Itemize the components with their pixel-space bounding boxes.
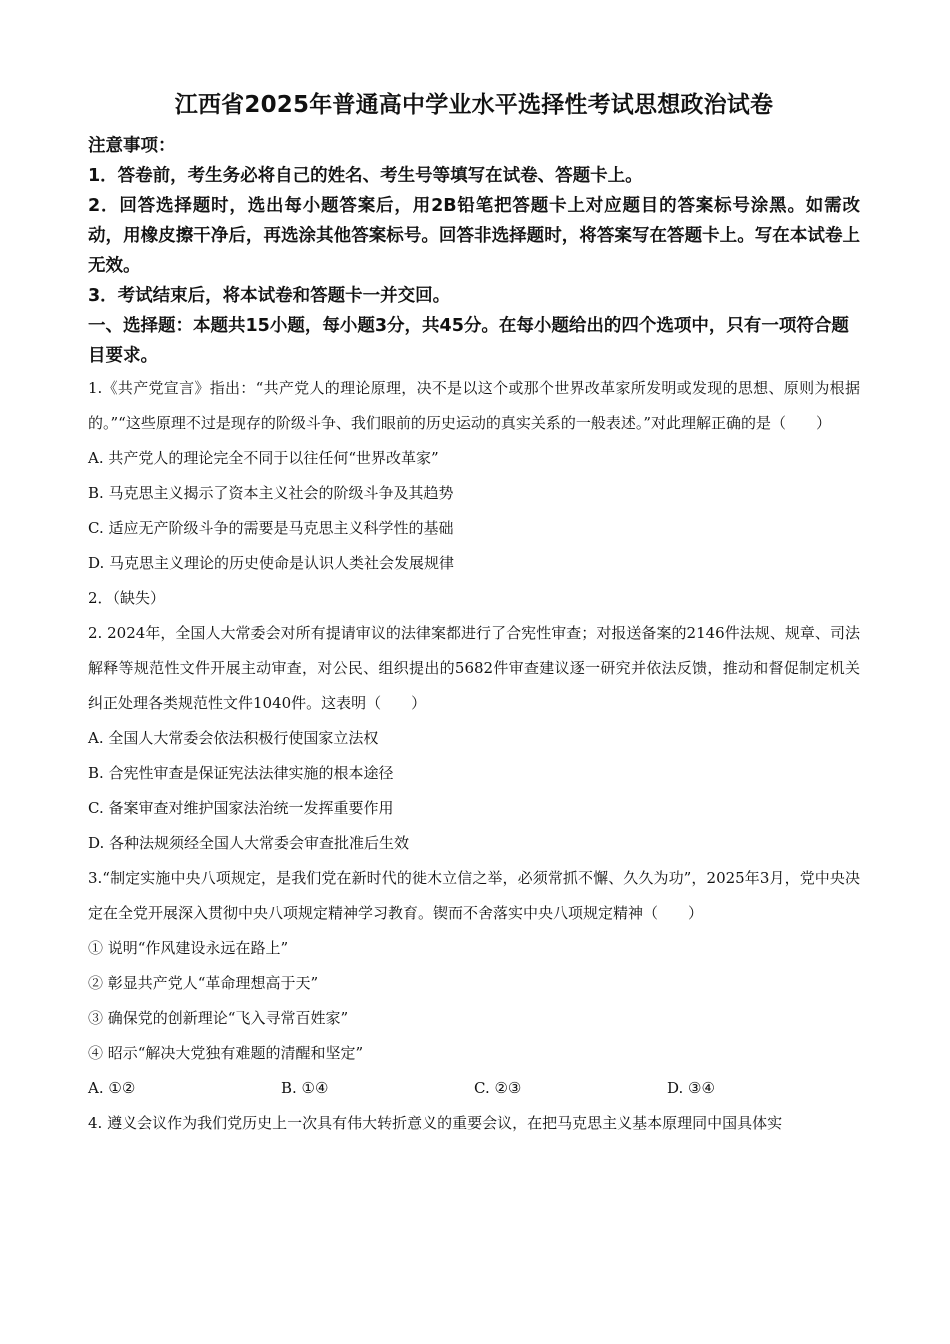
option: C. 适应无产阶级斗争的需要是马克思主义科学性的基础 — [88, 519, 454, 537]
statement: ① 说明“作风建设永远在路上” — [88, 939, 289, 957]
statement: ② 彰显共产党人“革命理想高于天” — [88, 974, 319, 992]
statement: ④ 昭示“解决大党独有难题的清醒和坚定” — [88, 1044, 364, 1062]
notice-heading: 注意事项： — [88, 136, 176, 156]
option: A. 全国人大常委会依法积极行使国家立法权 — [88, 729, 379, 747]
choice: A. ①② — [88, 1079, 136, 1097]
option: A. 共产党人的理论完全不同于以往任何“世界改革家” — [88, 449, 439, 467]
option: D. 各种法规须经全国人大常委会审查批准后生效 — [88, 834, 410, 852]
notice-item: 3．考试结束后，将本试卷和答题卡一并交回。 — [88, 286, 451, 306]
question-stem: 2. 2024年，全国人大常委会对所有提请审议的法律案都进行了合宪性审查；对报送备案的2146件法规、规章、司法解释等规范性文件开展主动审查，对公民、组织提出的5682件审查建议逐一研究并依法反馈，推动和督促制定机关纠正处理各类规范性文件1040件。这表明（ ） — [88, 624, 860, 712]
question-stem: 2．（缺失） — [88, 589, 166, 607]
question-stem: 1.《共产党宣言》指出：“共产党人的理论原理，决不是以这个或那个世界改革家所发明或发现的思想、原则为根据的。”“这些原理不过是现存的阶级斗争、我们眼前的历史运动的真实关系的一般表述。”对此理解正确的是（ ） — [88, 379, 860, 432]
notice-item: 1．答卷前，考生务必将自己的姓名、考生号等填写在试卷、答题卡上。 — [88, 166, 643, 186]
choice-row — [88, 1071, 860, 1106]
section-heading: 一、选择题：本题共15小题，每小题3分，共45分。在每小题给出的四个选项中，只有一项符合题目要求。 — [88, 316, 849, 366]
option: B. 马克思主义揭示了资本主义社会的阶级斗争及其趋势 — [88, 484, 454, 502]
option: C. 备案审查对维护国家法治统一发挥重要作用 — [88, 799, 394, 817]
notice-item: 2．回答选择题时，选出每小题答案后，用2B铅笔把答题卡上对应题目的答案标号涂黑。如需改动，用橡皮擦干净后，再选涂其他答案标号。回答非选择题时，将答案写在答题卡上。写在本试卷上无效。 — [88, 196, 860, 276]
choice: B. ①④ — [281, 1079, 329, 1097]
page-title: 江西省2025年普通高中学业水平选择性考试思想政治试卷 — [174, 92, 774, 118]
option: D. 马克思主义理论的历史使命是认识人类社会发展规律 — [88, 554, 455, 572]
question-stem: 4. 遵义会议作为我们党历史上一次具有伟大转折意义的重要会议，在把马克思主义基本原理同中国具体实 — [88, 1114, 783, 1132]
question-stem: 3.“制定实施中央八项规定，是我们党在新时代的徙木立信之举，必须常抓不懈、久久为功”，2025年3月，党中央决定在全党开展深入贯彻中央八项规定精神学习教育。锲而不舍落实中央八项规定精神（ ） — [88, 869, 860, 922]
statement: ③ 确保党的创新理论“飞入寻常百姓家” — [88, 1009, 349, 1027]
choice: C. ②③ — [474, 1079, 522, 1097]
exam-page — [88, 86, 860, 1141]
option: B. 合宪性审查是保证宪法法律实施的根本途径 — [88, 764, 394, 782]
choice: D. ③④ — [667, 1079, 715, 1097]
